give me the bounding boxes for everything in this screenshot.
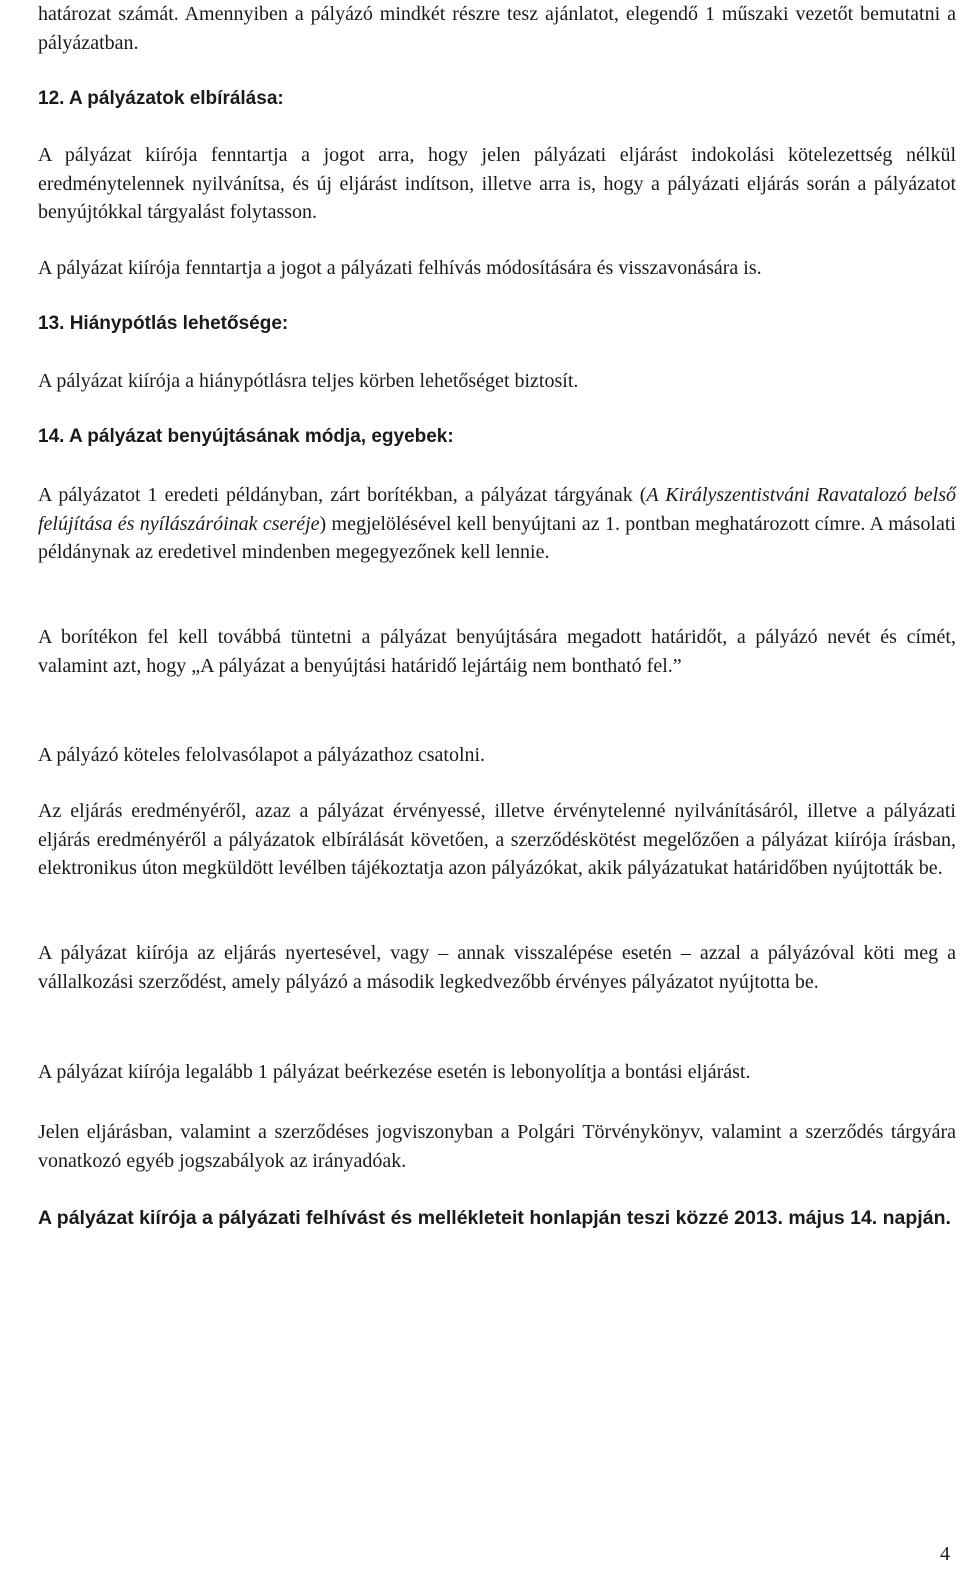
p1-project-title: A Királyszentistváni Ravatalozó belső felújítása és nyílászáróinak cseréje [38, 484, 956, 535]
section-14-paragraph-5: A pályázat kiírója az eljárás nyertesével, vagy – annak visszalépése esetén – azzal a pályázóval köti meg a vállalkozási szerződést, amely pályázó a második legkedvezőbb érvényes pályázatot nyújtotta be. [38, 942, 956, 993]
p1-text-b: ) megjelölésével kell benyújtani az 1. pontban meghatározott címre. A másolati példánynak az eredetivel mindenben megegyezőnek kell lennie. [38, 512, 956, 563]
section-14-paragraph-7: Jelen eljárásban, valamint a szerződéses jogviszonyban a Polgári Törvénykönyv, valamint a szerződés tárgyára vonatkozó egyéb jogszabályok az irányadóak. [38, 1121, 956, 1172]
section-14-paragraph-4: Az eljárás eredményéről, azaz a pályázat érvényessé, illetve érvénytelenné nyilvánításáról, illetve a pályázati eljárás eredményéről a pályázatok elbírálását követően, a szerződéskötést megelőzően a pályázat kiírója írásban, elektronikus úton megküldött levélben tájékoztatja azon pályázókat, akik pályázatukat határidőben nyújtották be. [38, 800, 956, 879]
section-14-paragraph-6: A pályázat kiírója legalább 1 pályázat beérkezése esetén is lebonyolítja a bontási eljárást. [38, 1061, 751, 1083]
page-number: 4 [940, 1543, 950, 1565]
section-14-paragraph-1 [38, 481, 956, 567]
p1-text-a: A pályázatot 1 eredeti példányban, zárt borítékban, a pályázat tárgyának ( [38, 484, 647, 506]
section-14-paragraph-3: A pályázó köteles felolvasólapot a pályázathoz csatolni. [38, 744, 486, 766]
section-12-paragraph-2: A pályázat kiírója fenntartja a jogot a pályázati felhívás módosítására és visszavonására is. [38, 257, 762, 279]
section-12-heading: 12. A pályázatok elbírálása: [38, 88, 284, 109]
paragraph-intro: határozat számát. Amennyiben a pályázó mindkét részre tesz ajánlatot, elegendő 1 műszaki vezetőt bemutatni a pályázatban. [38, 3, 956, 54]
section-13-heading: 13. Hiánypótlás lehetősége: [38, 313, 289, 334]
section-13-paragraph-1: A pályázat kiírója a hiánypótlásra teljes körben lehetőséget biztosít. [38, 370, 579, 392]
section-14-heading: 14. A pályázat benyújtásának módja, egyebek: [38, 426, 454, 447]
section-12-paragraph-1: A pályázat kiírója fenntartja a jogot arra, hogy jelen pályázati eljárást indokolási kötelezettség nélkül eredménytelennek nyilvánítsa, és új eljárást indítson, illetve arra is, hogy a pályázati eljárás során a pályázatot benyújtókkal tárgyalást folytasson. [38, 144, 956, 223]
section-14-paragraph-2: A borítékon fel kell továbbá tüntetni a pályázat benyújtására megadott határidőt, a pályázó nevét és címét, valamint azt, hogy „A pályázat a benyújtási határidő lejártáig nem bontható fel.” [38, 626, 956, 677]
publication-notice: A pályázat kiírója a pályázati felhívást és mellékleteit honlapján teszi közzé 2013. május 14. napján. [38, 1207, 951, 1229]
